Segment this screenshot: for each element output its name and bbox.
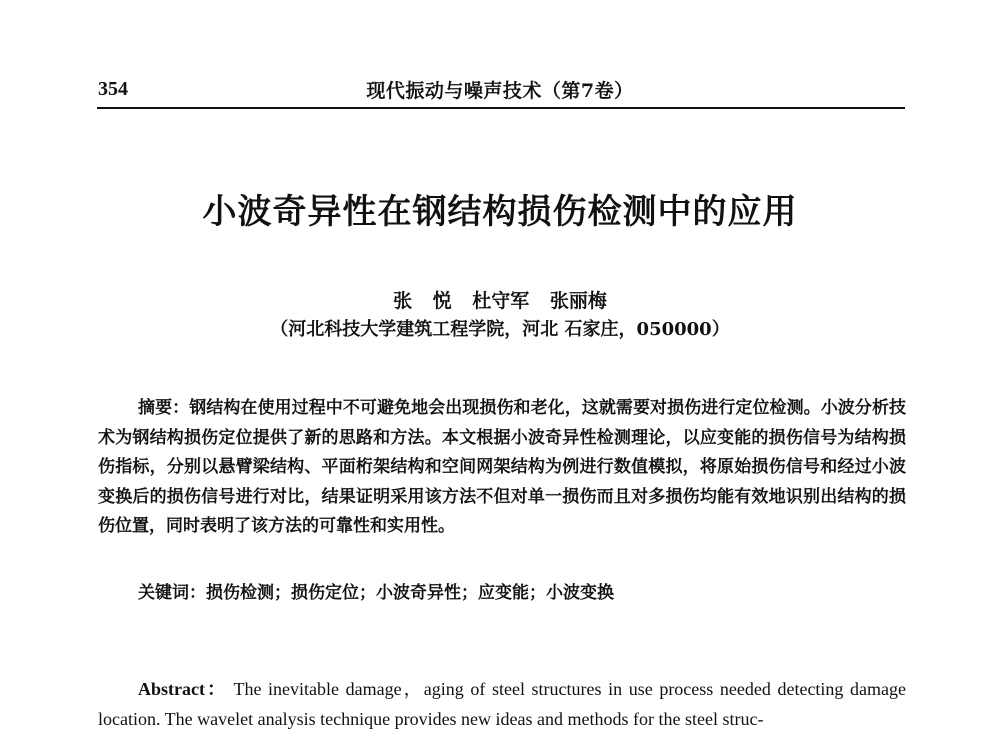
abstract-en-text: The inevitable damage，aging of steel structures in use process needed detecting damage location. The wavelet analysis technique provides new ideas and methods for the steel struc- xyxy=(98,679,906,729)
abstract-en-label: Abstract： xyxy=(138,679,228,699)
page-number: 354 xyxy=(98,78,128,100)
keywords-cn-text: 损伤检测；损伤定位；小波奇异性；应变能；小波变换 xyxy=(206,583,614,603)
abstract-cn-text: 钢结构在使用过程中不可避免地会出现损伤和老化，这就需要对损伤进行定位检测。小波分析技术为钢结构损伤定位提供了新的思路和方法。本文根据小波奇异性检测理论，以应变能的损伤信号为结构损伤指标，分别以悬臂梁结构、平面桁架结构和空间网架结构为例进行数值模拟，将原始损伤信号和经过小波变换后的损伤信号进行对比，结果证明采用该方法不但对单一损伤而且对多损伤均能有效地识别出结构的损伤位置，同时表明了该方法的可靠性和实用性。 xyxy=(98,398,907,536)
abstract-en xyxy=(98,674,906,734)
abstract-cn-label: 摘要： xyxy=(138,398,190,418)
header-rule xyxy=(97,107,905,109)
article-title: 小波奇异性在钢结构损伤检测中的应用 xyxy=(202,192,798,232)
affiliation: （河北科技大学建筑工程学院，河北 石家庄，050000） xyxy=(270,319,730,340)
journal-title: 现代振动与噪声技术（第7卷） xyxy=(366,80,634,102)
abstract-cn xyxy=(98,394,906,542)
keywords-cn xyxy=(138,578,614,603)
keywords-cn-label: 关键词： xyxy=(138,583,206,603)
authors: 张 悦 杜守军 张丽梅 xyxy=(393,290,607,312)
